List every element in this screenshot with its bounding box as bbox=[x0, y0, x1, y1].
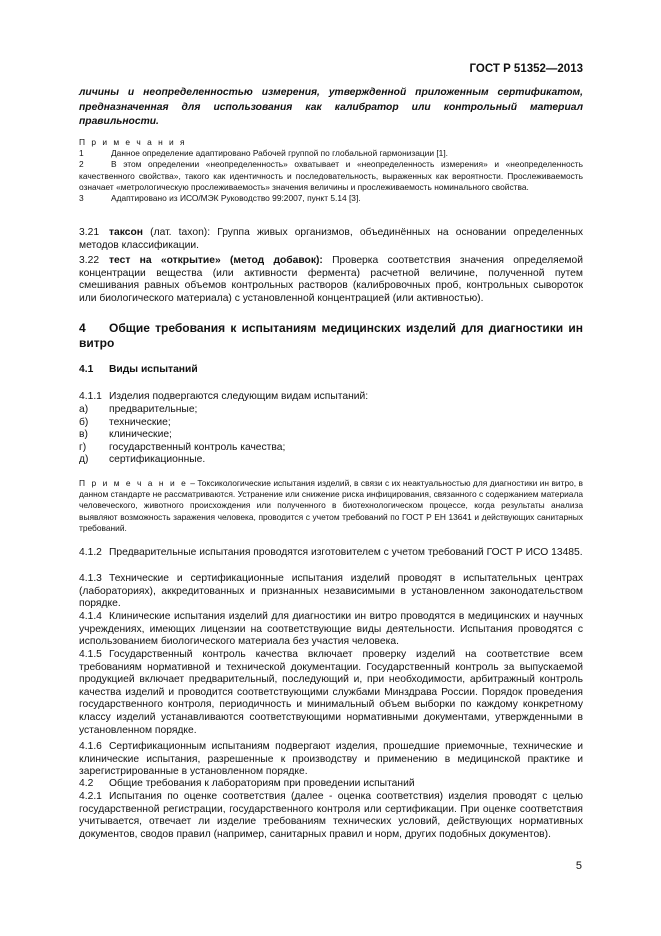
paragraph-4-2: 4.2 Общие требования к лабораториям при проведении испытаний bbox=[79, 778, 415, 789]
page-number: 5 bbox=[575, 860, 582, 872]
note-3: 3 Адаптировано из ИСО/МЭК Руководство 99:2007, пункт 5.14 [3]. bbox=[79, 193, 361, 204]
intro-paragraph: личины и неопределенностью измерения, утвержденной приложенным сертификатом, предназначенная для использования как калибратор или контрольный материал правильности. bbox=[79, 87, 583, 127]
section-4-1-heading: 4.1 Виды испытаний bbox=[79, 364, 198, 375]
definition-3-22: 3.22 тест на «открытие» (метод добавок): Проверка соответствия значения определяемой концентрации вещества (или активности фермента) расчетной величине, полученной путем смешивания равных объемов контрольных растворов (калибровочных проб, контрольных сывороток или биологического материала) с установленной концентрацией (или активностью). bbox=[79, 255, 583, 304]
paragraph-4-1-4: 4.1.4 Клинические испытания изделий для диагностики ин витро проводятся в медицинских и научных учреждениях, имеющих лицензии на соответствующие виды деятельности. Испытания проводятся с использованием биологического материала без участия человека. bbox=[79, 611, 583, 648]
paragraph-4-1-6: 4.1.6 Сертификационным испытаниям подвергают изделия, прошедшие приемочные, технические и клинические испытания, разрешенные к производству и применению в медицинской практике и зарегистрированные в установленном порядке. bbox=[79, 741, 583, 778]
notes-block bbox=[79, 137, 583, 204]
list-item: г) государственный контроль качества; bbox=[79, 441, 286, 453]
section-4-heading: 4 Общие требования к испытаниям медицинских изделий для диагностики ин витро bbox=[79, 321, 583, 350]
note-1: 1 Данное определение адаптировано Рабочей группой по глобальной гармонизации [1]. bbox=[79, 148, 448, 159]
notes-title: П р и м е ч а н и я bbox=[79, 137, 187, 147]
list-item: в) клинические; bbox=[79, 429, 172, 441]
note-2: 2 В этом определении «неопределенность» охватывает и «неопределенность измерения» и «неопределенность качественного свойства», такого как идентичность и последовательность, выраженных как вероятности. Прослеживаемость означает «метрологическую прослеживаемость» значения величины и прослеживаемость номинального свойства. bbox=[79, 159, 583, 192]
document-header: ГОСТ Р 51352—2013 bbox=[469, 63, 583, 75]
note-toxicology: П р и м е ч а н и е – Токсикологические испытания изделий, в связи с их неактуальностью для диагностики ин витро, в данном стандарте не рассматриваются. Устранение или снижение риска инфицирования, связанного с содержанием материала человеческого, животного происхождения или полученного в биотехнологическом процессе, когда результаты анализа выявляют возможность заражения человека, проводится с учетом требований по ГОСТ Р ЕН 13641 и действующих санитарных требований. bbox=[79, 478, 583, 533]
list-item: д) сертификационные. bbox=[79, 454, 206, 466]
list-item: б) технические; bbox=[79, 416, 171, 428]
paragraph-4-1-3: 4.1.3 Технические и сертификационные испытания изделий проводят в испытательных центрах (лабораториях), аккредитованных и признанных независимыми в установленном законодательством порядке. bbox=[79, 573, 583, 610]
definition-3-21: 3.21 таксон (лат. taxon): Группа живых организмов, объединённых на основании определенных методов классификации. bbox=[79, 227, 583, 251]
paragraph-4-1-5: 4.1.5 Государственный контроль качества включает проверку изделий на соответствие всем требованиям нормативной и технической документации. Государственный контроль за выпускаемой продукцией включает предварительный, последующий и, при необходимости, арбитражный контроль качества изделий и проводится соответствующими службами Минздрава России. Порядок проведения государственного контроля, периодичность и минимальный объем выборки по каждому конкретному классу изделий устанавливаются соответствующими нормативными документами, утвержденными в установленном порядке. bbox=[79, 649, 583, 736]
paragraph-4-2-1: 4.2.1 Испытания по оценке соответствия (далее - оценка соответствия) изделия проводят с целью государственной регистрации, государственного контроля или сертификации. При оценке соответствия учитывается, отвечает ли изделие требованиям технических условий, действующих нормативных документов, сводов правил (например, санитарных правил и норм, других подобных документов). bbox=[79, 791, 583, 840]
list-item: а) предварительные; bbox=[79, 404, 198, 415]
test-types-list bbox=[79, 404, 583, 467]
paragraph-4-1-1: 4.1.1 Изделия подвергаются следующим видам испытаний: bbox=[79, 391, 369, 402]
paragraph-4-1-2: 4.1.2 Предварительные испытания проводятся изготовителем с учетом требований ГОСТ Р ИСО 13485. bbox=[79, 547, 583, 558]
